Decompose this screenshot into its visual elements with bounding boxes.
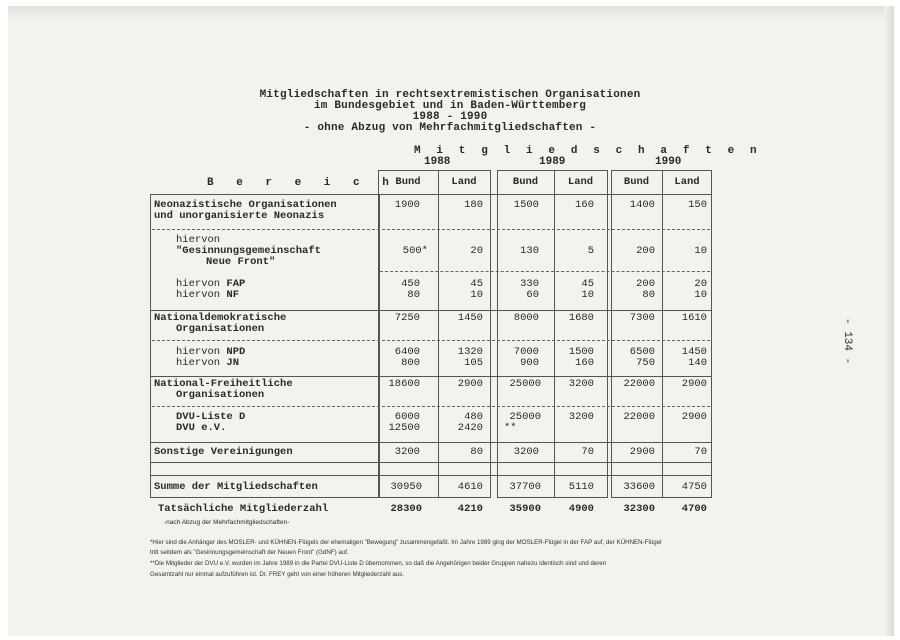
cell: 2900 [629,446,655,458]
cell: 2420 [457,422,483,434]
cell: 6400 [394,346,420,358]
cell: 1400 [629,199,655,211]
bund-1989: Bund [512,176,539,188]
cell: 3200 [394,446,420,458]
row-label: Neue Front" [206,256,276,268]
row-label-fap: hiervon FAP [176,278,246,290]
cell: 1450 [457,312,483,324]
footnote: Gesamtzahl nur einmal aufzuführen ist. Dr. FREY geht von einer höheren Mitgliederzahl aus. [150,571,405,578]
cell: 330 [520,278,539,290]
cell: 12500 [388,422,420,434]
land-1989: Land [567,176,594,188]
cell: 22000 [623,411,655,423]
cell: 10 [694,289,707,301]
row-label-nf: hiervon NF [176,289,240,301]
dashed-rule [152,340,710,341]
cell: 22000 [623,378,655,390]
cell: 10 [581,289,594,301]
cell: 70 [694,446,707,458]
cell: 7250 [394,312,420,324]
row-rule [150,376,712,377]
cell: 4750 [681,481,707,493]
title-line-4: - ohne Abzug von Mehrfachmitgliedschaften - [303,122,597,134]
bund-1988: Bund [395,176,421,188]
cell: 60 [526,289,539,301]
dashed-rule [152,406,710,407]
land-1988: Land [451,176,477,188]
bereich-header: B e r e i c h [207,177,397,189]
cell: 8000 [513,312,539,324]
dashed-rule [380,271,710,272]
cell: 4210 [457,503,483,515]
year-1988: 1988 [424,156,451,168]
cell: 6500 [629,346,655,358]
cell: 25000 [509,411,541,423]
cell: 4900 [568,503,594,515]
cell: ** [504,422,517,434]
cell: 3200 [513,446,539,458]
row-label: Sonstige Vereinigungen [154,446,293,458]
row-label: Organisationen [176,389,265,401]
page-number: - 134 - [841,318,853,365]
footnote: **Die Mitglieder der DVU e.V. wurden im Jahre 1989 in die Partei DVU-Liste D übernommen, so daß die Angehörigen beider Gruppen nahezu identisch sind und deren [150,560,607,567]
cell: 80 [407,289,420,301]
cell: 1500 [568,346,594,358]
row-label: Nationaldemokratische [154,312,287,324]
cell: 130 [520,245,539,257]
cell: 1610 [681,312,707,324]
cell: 200 [636,245,655,257]
footnote: tritt seitdem als "Gesinnungsgemeinschaft der Neuen Front" (GdNF) auf. [150,549,349,556]
cell: 2900 [681,378,707,390]
cell: 6000 [394,411,420,423]
cell: 7300 [629,312,655,324]
cell: 28300 [390,503,422,515]
cell: 4610 [457,481,483,493]
year-1990: 1990 [655,156,682,168]
cell: 450 [401,278,420,290]
row-label: Organisationen [176,323,265,335]
year-1989: 1989 [539,156,566,168]
cell: 160 [575,199,594,211]
cell: 1500 [513,199,539,211]
row-rule [150,442,712,443]
row-rule [150,475,712,476]
row-rule [150,462,712,463]
cell: 18600 [388,378,420,390]
cell: 150 [688,199,707,211]
cell: 3200 [568,378,594,390]
cell: 1680 [568,312,594,324]
cell: 500* [402,245,428,257]
cell: 800 [401,357,420,369]
scan-top-edge [8,6,894,20]
cell: 32300 [623,503,655,515]
cell: 25000 [509,378,541,390]
row-label-npd: hiervon NPD [176,346,246,358]
cell: 1450 [681,346,707,358]
cell: 5 [587,245,594,257]
cell: 37700 [509,481,541,493]
cell: 105 [464,357,483,369]
bund-1990: Bund [623,176,650,188]
cell: 10 [694,245,707,257]
row-label: "Gesinnungsgemeinschaft [176,245,321,257]
row-label: DVU e.V. [176,422,227,434]
cell: 45 [470,278,483,290]
cell: 160 [575,357,594,369]
row-label-jn: hiervon JN [176,357,240,369]
cell: 20 [694,278,707,290]
row-label: Neonazistische Organisationen [154,199,337,211]
cell: 750 [636,357,655,369]
row-label: DVU-Liste D [176,411,246,423]
cell: 1900 [394,199,420,211]
cell: 45 [581,278,594,290]
row-label: Summe der Mitgliedschaften [154,481,318,493]
cell: 140 [688,357,707,369]
cell: 80 [642,289,655,301]
cell: 1320 [457,346,483,358]
cell: 33600 [623,481,655,493]
npd-label-bold: NPD [226,346,246,358]
land-1990: Land [674,176,700,188]
nf-label-bold: NF [226,289,240,301]
row-label: Tatsächliche Mitgliederzahl [158,503,329,515]
cell: 900 [520,357,539,369]
row-label: und unorganisierte Neonazis [154,210,325,222]
footnote: *Hier sind die Anhänger des MOSLER- und KÜHNEN-Flügels der ehemaligen "Bewegung" zusammengefaßt. Im Jahre 1989 ging der MOSLER-Flügel in der FAP auf, der KÜHNEN-Flügel [150,539,662,546]
cell: 20 [470,245,483,257]
title-line-2: im Bundesgebiet und in Baden-Württemberg [313,100,587,112]
row-label: National-Freiheitliche [154,378,293,390]
cell: 180 [464,199,483,211]
row-rule [150,310,712,311]
row-note: -nach Abzug der Mehrfachmitgliedschaften- [164,519,290,526]
cell: 200 [636,278,655,290]
header-rule [378,194,712,195]
jn-label-bold: JN [226,357,240,369]
dashed-rule [152,229,710,230]
cell: 5110 [568,481,594,493]
row-label: hiervon [176,234,221,246]
cell: 2900 [681,411,707,423]
cell: 35900 [509,503,541,515]
cell: 7000 [513,346,539,358]
cell: 3200 [568,411,594,423]
cell: 4700 [681,503,707,515]
cell: 2900 [457,378,483,390]
cell: 10 [470,289,483,301]
title-line-3: 1988 - 1990 [412,111,488,123]
group-header: M i t g l i e d s c h a f t e n [414,145,762,157]
fap-label-bold: FAP [226,278,246,290]
cell: 70 [581,446,594,458]
title-line-1: Mitgliedschaften in rechtsextremistischen Organisationen [259,89,641,101]
cell: 30950 [390,481,422,493]
cell: 480 [464,411,483,423]
cell: 80 [470,446,483,458]
